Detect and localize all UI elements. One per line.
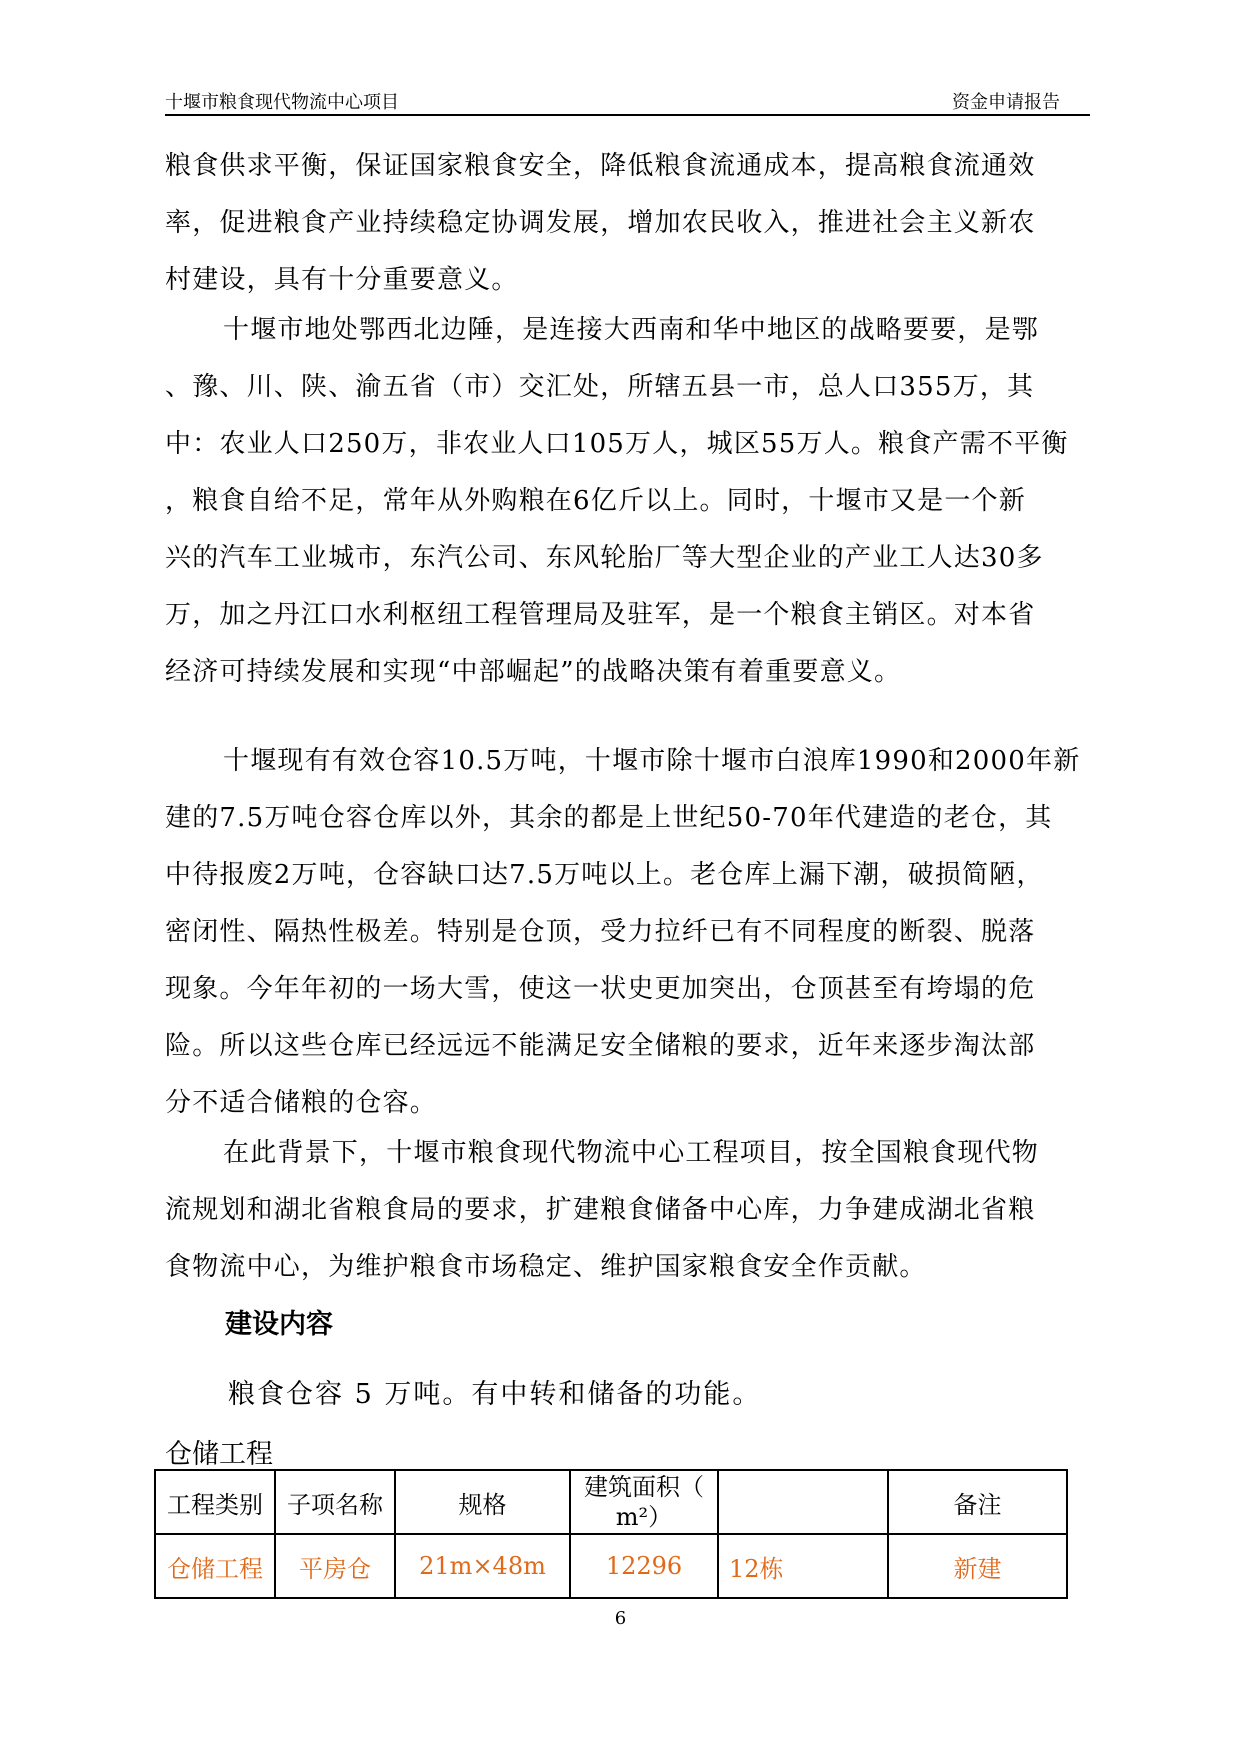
text-line: 村建设，具有十分重要意义。 (165, 265, 519, 295)
text-line: 粮食供求平衡，保证国家粮食安全，降低粮食流通成本，提高粮食流通效 (165, 151, 1036, 181)
text-line: 率，促进粮食产业持续稳定协调发展，增加农民收入，推进社会主义新农 (165, 208, 1036, 238)
table-header-row (155, 1470, 1067, 1534)
header-area-line-1: 建筑面积（ (584, 1473, 704, 1501)
text-line: 兴的汽车工业城市，东汽公司、东风轮胎厂等大型企业的产业工人达30多 (165, 543, 1044, 573)
construction-content-text: 粮食仓容 5 万吨。有中转和储备的功能。 (228, 1379, 762, 1410)
text-line: 分不适合储粮的仓容。 (165, 1088, 438, 1118)
cell-spec: 21m×48m (395, 1534, 570, 1598)
text-line: 经济可持续发展和实现“中部崛起”的战略决策有着重要意义。 (165, 657, 902, 687)
header-cell-subitem: 子项名称 (275, 1470, 395, 1534)
cell-remarks: 新建 (888, 1534, 1067, 1598)
table-caption: 仓储工程 (165, 1439, 273, 1470)
text-line: 食物流中心，为维护粮食市场稳定、维护国家粮食安全作贡献。 (165, 1252, 927, 1282)
text-line: 万，加之丹江口水利枢纽工程管理局及驻军，是一个粮食主销区。对本省 (165, 600, 1036, 630)
text-line: 十堰现有有效仓容10.5万吨，十堰市除十堰市白浪库1990和2000年新 (223, 746, 1081, 776)
page-number: 6 (614, 1608, 627, 1629)
header-cell-spec: 规格 (395, 1470, 570, 1534)
text-line: 建的7.5万吨仓容仓库以外，其余的都是上世纪50-70年代建造的老仓，其 (165, 803, 1053, 833)
paragraph-3 (165, 733, 1093, 1132)
cell-area: 12296 (570, 1534, 718, 1598)
text-line: 在此背景下，十堰市粮食现代物流中心工程项目，按全国粮食现代物 (223, 1138, 1040, 1168)
text-line: 十堰市地处鄂西北边陲，是连接大西南和华中地区的战略要要，是鄂 (223, 315, 1040, 345)
header-cell-count (718, 1470, 888, 1534)
cell-count: 12栋 (718, 1534, 888, 1598)
table-row (155, 1534, 1067, 1598)
text-line: 密闭性、隔热性极差。特别是仓顶，受力拉纤已有不同程度的断裂、脱落 (165, 917, 1036, 947)
storage-project-table (154, 1469, 1068, 1599)
paragraph-4 (165, 1125, 1093, 1296)
text-line: 险。所以这些仓库已经远远不能满足安全储粮的要求，近年来逐步淘汰部 (165, 1031, 1036, 1061)
paragraph-2 (165, 302, 1093, 701)
header-cell-area (570, 1470, 718, 1534)
header-cell-category: 工程类别 (155, 1470, 275, 1534)
paragraph-1 (165, 138, 1093, 309)
text-line: 流规划和湖北省粮食局的要求，扩建粮食储备中心库，力争建成湖北省粮 (165, 1195, 1036, 1225)
header-area-line-2: m²） (615, 1503, 673, 1531)
text-line: 中：农业人口250万，非农业人口105万人，城区55万人。粮食产需不平衡 (165, 429, 1069, 459)
text-line: 中待报废2万吨，仓容缺口达7.5万吨以上。老仓库上漏下潮，破损简陋， (165, 860, 1044, 890)
page-header (165, 82, 1090, 116)
header-cell-remarks: 备注 (888, 1470, 1067, 1534)
header-project-title: 十堰市粮食现代物流中心项目 (165, 92, 399, 113)
cell-subitem: 平房仓 (275, 1534, 395, 1598)
cell-category: 仓储工程 (155, 1534, 275, 1598)
section-heading: 建设内容 (225, 1309, 333, 1340)
text-line: ，粮食自给不足，常年从外购粮在6亿斤以上。同时，十堰市又是一个新 (165, 486, 1026, 516)
text-line: 现象。今年年初的一场大雪，使这一状史更加突出，仓顶甚至有垮塌的危 (165, 974, 1036, 1004)
header-report-title: 资金申请报告 (952, 92, 1060, 113)
text-line: 、豫、川、陕、渝五省（市）交汇处，所辖五县一市，总人口355万，其 (165, 372, 1035, 402)
